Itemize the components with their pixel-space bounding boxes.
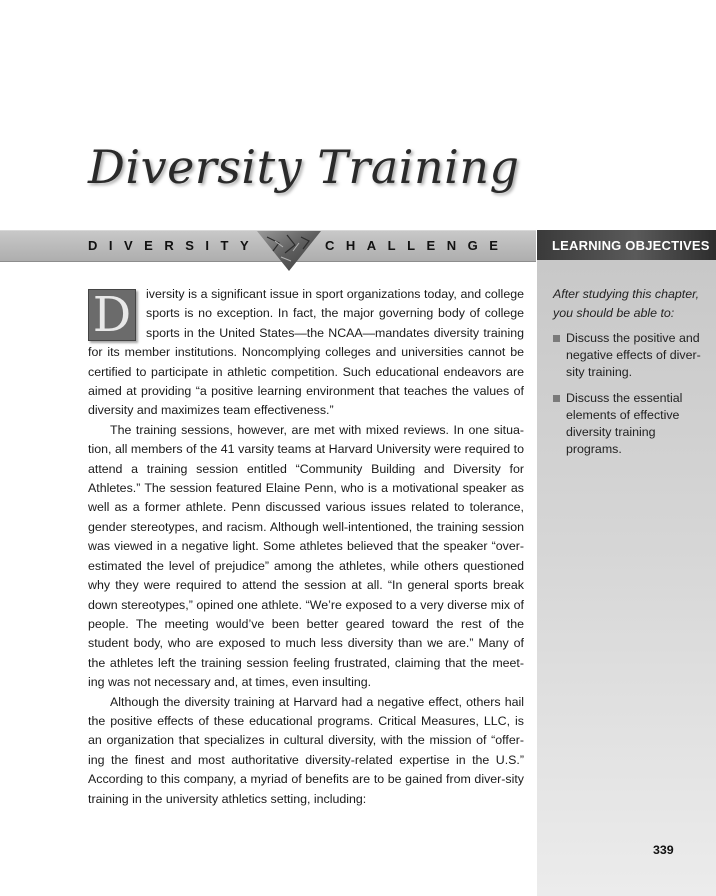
objective-text: Discuss the positive and negative effects of diver-sity training.: [566, 331, 701, 379]
square-bullet-icon: [553, 335, 560, 342]
chapter-title: Diversity Training: [88, 140, 520, 194]
learning-objectives-header: [537, 230, 716, 260]
paragraph-2: The training sessions, however, are met with mixed reviews. In one situa-tion, all members of the 41 varsity teams at Harvard University were required to attend a training session entitled “Community Building and Diversity for Athletes.” The session featured Elaine Penn, who is a motivational speaker as well as a former athlete. Penn discussed various issues related to tolerance, gender stereotypes, and racism. Although well-intentioned, the training session was viewed in a negative light. Some athletes believed that the speaker “over-estimated the level of prejudice” among the athletes, while others questioned why they were required to attend the session at all. “In general sports break down stereotypes,” opined one athlete. “We’re exposed to a very diverse mix of people. The meeting would’ve been better geared toward the rest of the student body, who are exposed to much less diversity than we are.” Many of the athletes left the training session feeling frustrated, claiming that the meet-ing was not necessary and, at times, even insulting.: [88, 422, 524, 690]
objectives-list: [553, 330, 711, 467]
banner-emblem-icon: [257, 231, 321, 273]
objectives-intro: After studying this chapter, you should be able to:: [553, 287, 700, 320]
banner-word-challenge: CHALLENGE: [325, 238, 510, 253]
chapter-body-text: [88, 285, 524, 809]
objective-text: Discuss the essential elements of effective diversity training programs.: [566, 391, 683, 456]
paragraph-3: Although the diversity training at Harvard had a negative effect, others hail the positive effects of these educational programs. Critical Measures, LLC, is an organization that specializes in cultural diversity, with the mission of “offer-ing the finest and most authoritative diversity-related expertise in the U.S.” According to this company, a myriad of benefits are to be gained from diver-sity training in the university athletics setting, including:: [88, 694, 524, 806]
diversity-challenge-banner: [0, 230, 536, 262]
page-number: 339: [653, 843, 674, 857]
objective-item: [553, 330, 711, 381]
objective-item: [553, 390, 711, 458]
banner-word-diversity: DIVERSITY: [88, 238, 261, 253]
learning-objectives-sidebar: [537, 260, 716, 896]
square-bullet-icon: [553, 395, 560, 402]
drop-cap-letter: D: [88, 289, 136, 341]
learning-objectives-title: LEARNING OBJECTIVES: [552, 238, 710, 253]
paragraph-1-text: iversity is a significant issue in sport organizations today, and college sports is no exception. In fact, the major governing body of college sports in the United States—the NCAA—mandates diversity training for its member institutions. Noncomplying colleges and universities cannot be certified to participate in athletic competition. Such educational endeavors are aimed at providing “a positive learning environment that teaches the values of diversity and maximizes team effectiveness.”: [88, 287, 524, 418]
paragraph-1: [88, 285, 524, 421]
